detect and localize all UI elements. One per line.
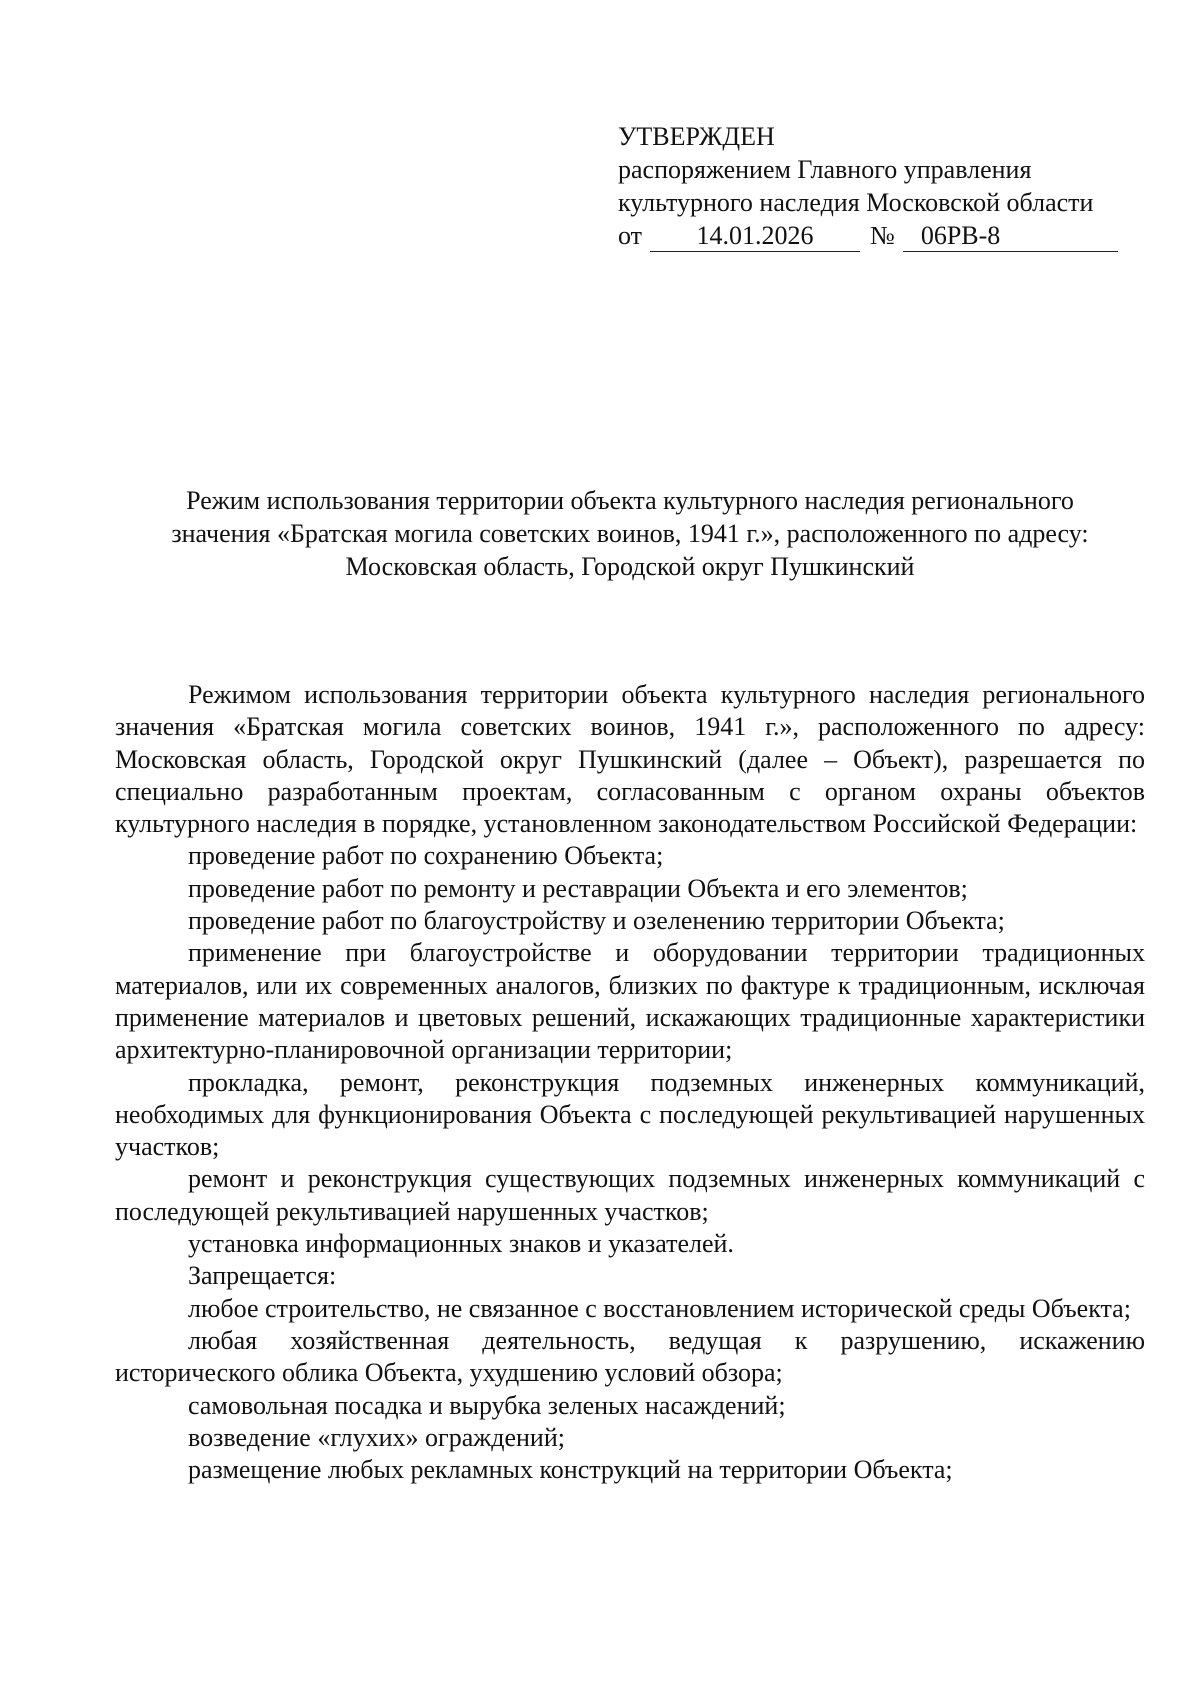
approval-heading: УТВЕРЖДЕН (618, 122, 775, 151)
title-line-2: значения «Братская могила советских воинов, 1941 г.», расположенного по адресу: (171, 519, 1089, 548)
allowed-item: установка информационных знаков и указателей. (188, 1229, 734, 1259)
allowed-item: применение при благоустройстве и оборудовании территории традиционных материалов, или их современных аналогов, близких по фактуре к традиционным, исключая применение материалов и цветовых решений, искажающих традиционные характеристики архитектурно-планировочной организации территории; (115, 938, 1145, 1065)
prohibited-item: возведение «глухих» ограждений; (188, 1422, 565, 1452)
title-line-3: Московская область, Городской округ Пушкинский (345, 552, 915, 581)
allowed-item: проведение работ по ремонту и реставрации Объекта и его элементов; (188, 873, 968, 903)
prohibited-item: размещение любых рекламных конструкций на территории Объекта; (188, 1455, 953, 1485)
number-label: № (870, 221, 895, 250)
approval-date: 14.01.2026 (650, 221, 860, 252)
allowed-item: проведение работ по благоустройству и озеленению территории Объекта; (188, 906, 1005, 936)
prohibited-item: любая хозяйственная деятельность, ведущая к разрушению, искажению исторического облика Объекта, ухудшению условий обзора; (115, 1325, 1145, 1388)
intro-paragraph: Режимом использования территории объекта культурного наследия регионального значения «Братская могила советских воинов, 1941 г.», расположенного по адресу: Московская область, Городской округ Пушкинский (далее – Объект), разрешается по специально разработанным проектам, согласованным с органом охраны объектов культурного наследия в порядке, установленном законодательством Российской Федерации: (115, 680, 1145, 839)
approval-number: 06РВ-8 (903, 221, 1118, 252)
approval-authority-line2: культурного наследия Московской области (618, 188, 1094, 217)
approval-authority-line1: распоряжением Главного управления (618, 155, 1032, 184)
date-label: от (618, 221, 643, 250)
prohibited-heading: Запрещается: (188, 1261, 337, 1291)
approval-reference-row (618, 219, 1138, 252)
allowed-item: прокладка, ремонт, реконструкция подземных инженерных коммуникаций, необходимых для функционирования Объекта с последующей рекультивацией нарушенных участков; (115, 1067, 1145, 1162)
approval-stamp-block (618, 120, 1138, 252)
allowed-item: проведение работ по сохранению Объекта; (188, 841, 664, 871)
prohibited-item: самовольная посадка и вырубка зеленых насаждений; (188, 1390, 786, 1420)
prohibited-item: любое строительство, не связанное с восстановлением исторической среды Объекта; (188, 1293, 1131, 1323)
title-line-1: Режим использования территории объекта культурного наследия регионального (186, 486, 1074, 515)
document-body (115, 679, 1145, 1486)
allowed-item: ремонт и реконструкция существующих подземных инженерных коммуникаций с последующей рекультивацией нарушенных участков; (115, 1164, 1145, 1226)
document-title (115, 484, 1145, 583)
